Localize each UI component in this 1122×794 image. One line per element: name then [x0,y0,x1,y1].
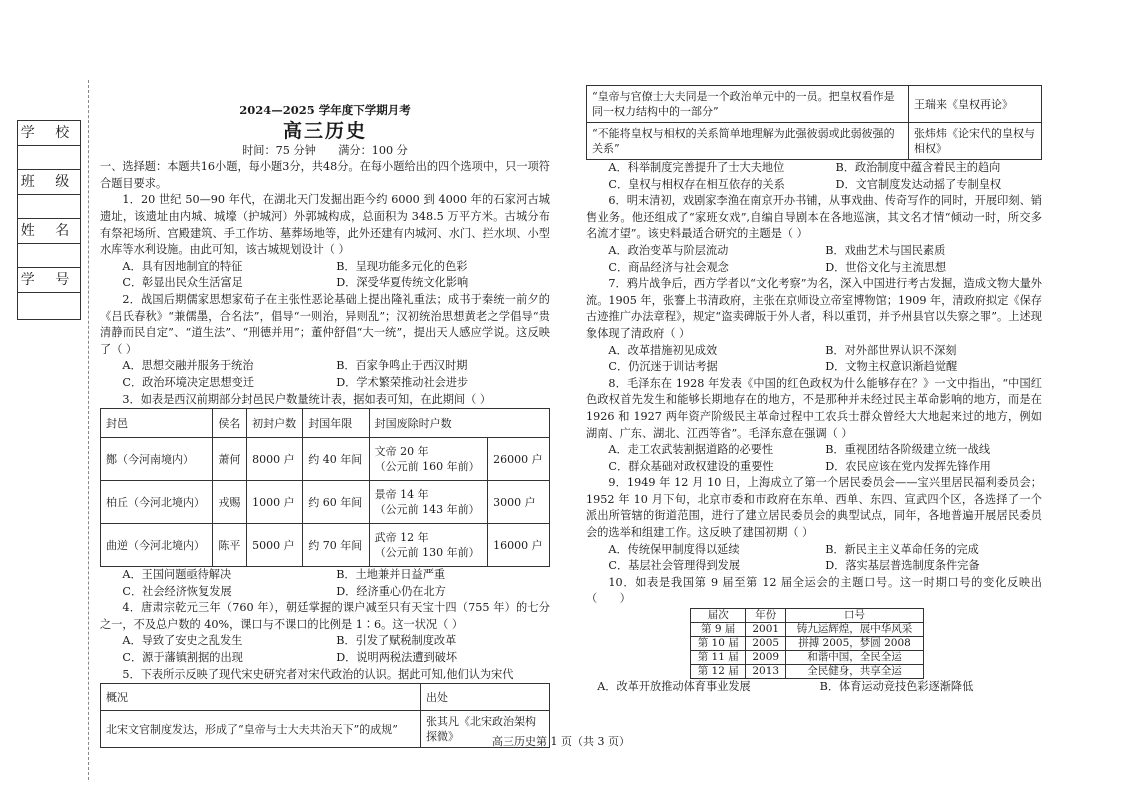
option[interactable]: D．学术繁荣推动社会进步 [336,375,469,389]
question-3: 3．如表是西汉前期部分封邑民户数量统计表，据如表可知，在此期间（ ） [122,392,492,406]
student-info-box [17,120,81,320]
option[interactable]: C．基层社会管理得到发展 [608,559,741,573]
option[interactable]: D．经济重心仍在北方 [336,584,446,598]
table-row [101,481,550,524]
table-header [691,609,924,623]
left-column [100,102,550,748]
cell: 张炜炜《论宋代的皇权与相权》 [909,123,1042,160]
cell: 王瑞来《皇权再论》 [909,86,1042,123]
question-8: 8．毛泽东在 1928 年发表《中国的红色政权为什么能够存在？》一文中指出，“中国红色政权首先发生和能够长期地存在的地方，不是那种并未经过民主革命影响的地方，而是在 1926 和 1927 两年资产阶级民主革命过程中工农兵士群众曾经大大地起来过的地方，例如湖南、广东、湖北、江西等省”。毛泽东意在强调（ ） [586,376,1042,440]
table-row [587,86,1042,123]
q6-options [586,243,1042,276]
option[interactable]: D．深受华夏传统文化影响 [336,276,469,290]
name-label: 姓 名 [18,219,80,244]
question-6: 6．明末清初，戏剧家李渔在南京开办书铺，从事戏曲、传奇写作的同时，开展印刻、销售业务。他还组成了“家班女戏”,自编自导剧本在各地巡演，其文名才情“倾动一时，所交多名流才望”。该史料最适合研究的主题是（ ） [586,194,1042,241]
q1-options [100,259,550,292]
option[interactable]: C．彰显出民众生活富足 [122,276,243,290]
cell: 全民健身，共享全运 [786,665,924,679]
exam-name: 2024—2025 学年度下学期月考 [239,103,411,117]
header-cell: 初封户数 [247,409,303,438]
header-cell: 年份 [746,609,786,623]
option[interactable]: D．农民应该在党内发挥先锋作用 [825,459,991,473]
option[interactable]: C．政治环境决定思想变迁 [122,375,255,389]
header-cell: 封国废除时户数 [369,409,549,438]
q8-options [586,442,1042,475]
cell: 约 70 年间 [303,524,369,567]
class-label: 班 级 [18,170,80,195]
option[interactable]: D．世俗文化与主流思想 [825,260,947,274]
cell: 拼搏 2005，梦圆 2008 [786,637,924,651]
student-id-field[interactable] [18,293,80,316]
exam-info: 时间：75 分钟 满分：100 分 [242,143,408,157]
question-5: 5．下表所示反映了现代宋史研究者对宋代政治的认识。据此可知,他们认为宋代 [122,667,514,681]
option[interactable]: C．皇权与相权存在相互依存的关系 [608,177,785,191]
q3-options [100,567,550,600]
games-slogan-table [690,608,924,679]
option[interactable]: A．科举制度完善提升了士大夫地位 [608,161,785,174]
q4-options [100,633,550,666]
binding-line [88,80,89,780]
cell: 3000 户 [488,481,550,524]
name-field[interactable] [18,244,80,268]
question-2: 2．战国后期儒家思想家荀子在主张性恶论基础上提出隆礼重法；成书于秦统一前夕的《吕氏春秋》“兼儒墨，合名法”，倡导“一则治，异则乱”；汉初统治思想黄老之学倡导“贵清静而民自定”、“道生法”、“刑德并用”；董仲舒倡“大一统”，提出天人感应学说。这反映了（ ） [100,292,550,356]
cell: 第 11 届 [691,651,746,665]
cell: 北宋文官制度发达，形成了“皇帝与士大夫共治天下”的成规” [101,711,421,748]
header-cell: 出处 [421,684,550,711]
option[interactable]: B．新民主主义革命任务的完成 [825,542,979,556]
cell: 陈平 [213,524,247,567]
cell: 8000 户 [247,438,303,481]
cell: 第 10 届 [691,637,746,651]
question-10: 10．如表是我国第 9 届至第 12 届全运会的主题口号。这一时期口号的变化反映出（ ） [586,575,1042,606]
option[interactable]: B．对外部世界认识不深刻 [825,343,957,357]
cell: 景帝 14 年 （公元前 143 年前） [369,481,488,524]
option[interactable]: A．走工农武装割据道路的必要性 [608,443,774,457]
table-row [691,623,924,637]
table-header [101,409,550,438]
option[interactable]: B．百家争鸣止于西汉时期 [336,359,468,373]
header-cell: 届次 [691,609,746,623]
cell: 武帝 12 年 （公元前 130 年前） [369,524,488,567]
cell: 2005 [746,637,786,651]
question-4: 4．唐肃宗乾元三年（760 年），朝廷掌握的课户减至只有天宝十四（755 年）的七分之一，不及总户数的 40%，课口与不课口的比例是 1∶6。这一状况（ ） [100,601,550,631]
right-column [586,85,1042,696]
table-row [691,651,924,665]
section-instructions: 一、选择题：本题共16小题，每小题3分，共48分。在每小题给出的四个选项中，只一项符合题目要求。 [100,160,550,190]
option[interactable]: B．呈现功能多元化的色彩 [336,259,468,273]
header-cell: 侯名 [213,409,247,438]
option[interactable]: A．具有因地制宜的特征 [122,259,243,273]
cell: 酂（今河南境内） [101,438,213,481]
cell: 第 12 届 [691,665,746,679]
header-cell: 口号 [786,609,924,623]
option[interactable]: A．传统保甲制度得以延续 [608,542,740,556]
q2-options [100,358,550,391]
school-field[interactable] [18,146,80,170]
table-row [101,438,550,481]
option[interactable]: C．商品经济与社会观念 [608,260,729,274]
q7-options [586,343,1042,376]
question-1: 1．20 世纪 50—90 年代，在湖北天门发掘出距今约 6000 到 4000 年的石家河古城遗址，该遗址由内城、城壕（护城河）外郭城构成，总面积为 348.5 万平方米。古城分布有祭祀场所、宫殿建筑、手工作坊、墓葬场地等，此外还建有内城河、水门、拦水坝、小型水库等水利设施。由此可知，该古城规划设计（ ） [100,193,550,257]
cell: 第 9 届 [691,623,746,637]
cell: 和谐中国，全民全运 [786,651,924,665]
page-title: 高三历史 [282,119,367,142]
header-cell: 封国年限 [303,409,369,438]
header-cell: 概况 [101,684,421,711]
cell: “不能将皇权与相权的关系简单地理解为此强彼弱或此弱彼强的关系” [587,123,909,160]
option[interactable]: A．王国问题亟待解决 [122,568,232,582]
school-label: 学 校 [18,121,80,146]
option[interactable]: D．文物主权意识渐趋觉醒 [825,360,958,374]
q10-options [586,679,1042,696]
cell: 文帝 20 年 （公元前 160 年前） [369,438,488,481]
cell: 2013 [746,665,786,679]
option[interactable]: A．改革措施初见成效 [608,343,718,357]
table-row [691,637,924,651]
cell: 约 60 年间 [303,481,369,524]
cell: 曲逆（今河北境内） [101,524,213,567]
cell: 铸九运辉煌，展中华风采 [786,623,924,637]
cell: 萧何 [213,438,247,481]
option[interactable]: A．导致了安史之乱发生 [122,634,243,648]
cell: 2001 [746,623,786,637]
song-politics-table-continued [586,85,1042,160]
question-7: 7．鸦片战争后，西方学者以“文化考察”为名，深入中国进行考古发掘，造成文物大量外流。1905 年，张謇上书清政府，主张在京师设立帝室博物馆；1909 年，清政府拟定《保存古迹推广办法章程》，规定“盗卖碑版于外人者，科以重罚，并予州县官以失察之罪”。上述现象体现了清政府（ ） [586,277,1042,340]
cell: 柏丘（今河北境内） [101,481,213,524]
option[interactable]: B．戏曲艺术与国民素质 [825,243,946,257]
question-9: 9．1949 年 12 月 10 日，上海成立了第一个居民委员会——宝兴里居民福利委员会；1952 年 10 月下旬，北京市委和市政府在东单、西单、东四、宣武四个区，各选择了一个派出所管辖的街道范围，进行了建立居民委员会的典型试点，同年，各地普遍开展居民委员会的选举和组建工作。这反映了建国初期（ ） [586,476,1042,540]
cell: 张其凡《北宋政治架构探微》 [421,711,550,748]
cell: 约 40 年间 [303,438,369,481]
option[interactable]: C．源于藩镇割据的出现 [122,651,243,665]
option[interactable]: C．群众基础对政权建设的重要性 [608,459,774,473]
option[interactable]: D．文官制度发达动摇了专制皇权 [835,177,1002,191]
cell: 2009 [746,651,786,665]
cell: 戎赐 [213,481,247,524]
q9-options [586,542,1042,575]
table-row [101,524,550,567]
option[interactable]: D．说明两税法遭到破坏 [336,651,458,665]
cell: 26000 户 [488,438,550,481]
table-header [101,684,550,711]
cell: 16000 户 [488,524,550,567]
page-footer: 高三历史第 1 页（共 3 页） [492,735,630,748]
option[interactable]: C．仍沉迷于训诂考据 [608,360,718,374]
option[interactable]: B．土地兼并日益严重 [336,568,446,582]
q5-options [586,160,1042,193]
option[interactable]: D．落实基层普选制度条件完备 [825,559,980,573]
option[interactable]: B．引发了赋税制度改革 [336,634,457,648]
option[interactable]: B．政治制度中蕴含着民主的趋向 [835,161,1001,174]
option[interactable]: B．重视团结各阶级建立统一战线 [825,443,991,457]
class-field[interactable] [18,195,80,219]
option[interactable]: C．社会经济恢复发展 [122,584,232,598]
cell: 1000 户 [247,481,303,524]
fief-table [100,408,550,567]
cell: 5000 户 [247,524,303,567]
option[interactable]: A．改革开放推动体育事业发展 [597,680,751,694]
table-row [691,665,924,679]
header-cell: 封邑 [101,409,213,438]
table-row [587,123,1042,160]
option[interactable]: A．政治变革与阶层流动 [608,243,729,257]
option[interactable]: A．思想交融并服务于统治 [122,359,254,373]
option[interactable]: B．体育运动竞技色彩逐渐降低 [819,680,974,694]
cell: “皇帝与官僚士大夫同是一个政治单元中的一员。把皇权看作是同一权力结构中的一部分” [587,86,909,123]
student-id-label: 学 号 [18,268,80,293]
